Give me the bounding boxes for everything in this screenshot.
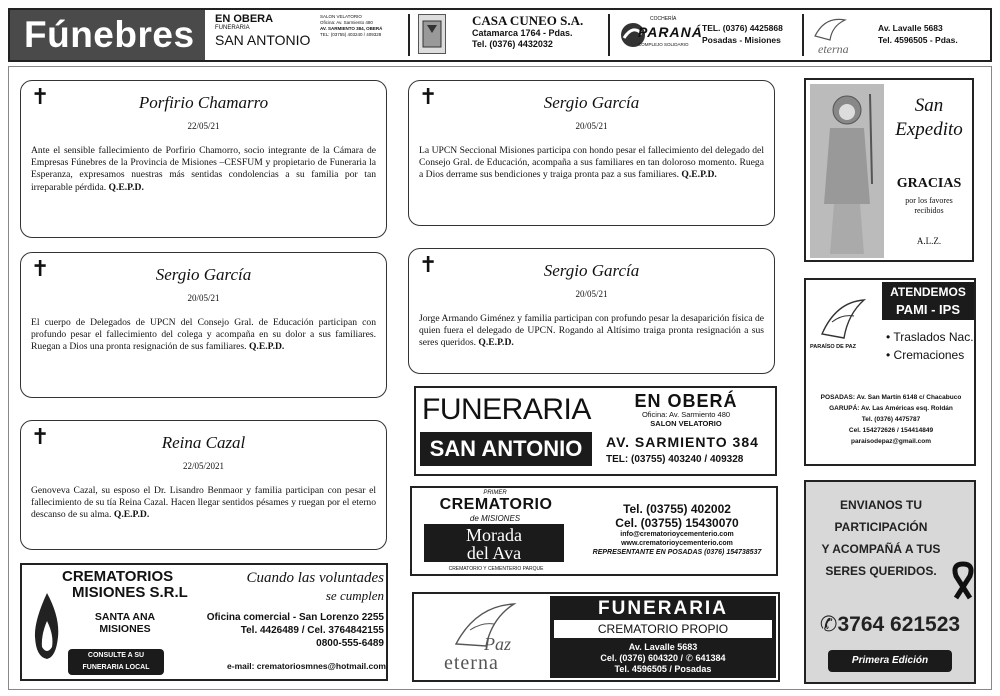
obituary-name: Reina Cazal (161, 433, 246, 452)
divider (802, 14, 804, 56)
obituary-date: 22/05/2021 (182, 461, 224, 471)
obituary-text (419, 145, 764, 182)
obituary-date: 20/05/21 (575, 121, 608, 131)
obituary-body: Ante el sensible fallecimiento de Porfirio Chamorro, socio integrante de la Cámara de Empresas Fúnebres de la Provincia de Misiones –CESFUM y propietario de Funeraria la Esperanza, expresamos nuestras más sentidas condolencias a su familia por tan irreparable pérdida. (31, 145, 376, 193)
section-header (8, 8, 992, 62)
obituary-closing: Q.E.P.D. (113, 509, 150, 521)
obituary-body: La UPCN Seccional Misiones participa con hondo pesar el fallecimiento del delegado del Consejo Gral. de Educación, acompaña a sus familiares en tan doloroso momento. Ruega a Dios derrame sus bendiciones y traiga pronta paz a sus familiares. (419, 145, 764, 181)
morada-name2: del Ava (466, 543, 522, 563)
parana-logo: PARANÁ (638, 24, 703, 40)
header-ad-parana-logo (618, 16, 703, 56)
paraiso-atendemos: ATENDEMOS (890, 285, 966, 299)
paraiso-cel: Cel. 154272626 / 154414849 (848, 427, 934, 434)
expedito-name: Expedito (895, 119, 963, 140)
expedito-recibidos: recibidos (914, 206, 944, 215)
sa-en-obera: EN OBERÁ (634, 391, 738, 411)
header-ad-san-antonio[interactable] (215, 14, 395, 58)
header-ad-small4: TEL: (03755) 403240 / 409328 (320, 32, 382, 37)
morada-email: info@crematorioycementerio.com (620, 531, 734, 538)
eterna-phone: Tel. 4596505 - Pdas. (878, 35, 958, 45)
ad-envianos-participacion[interactable] (804, 480, 976, 684)
obituary-date: 22/05/21 (187, 121, 220, 131)
divider (608, 14, 610, 56)
paraiso-garupa: GARUPÁ: Av. Las Américas esq. Roldán (829, 405, 953, 412)
paraiso-posadas: POSADAS: Av. San Martín 6148 c/ Chacabuco (820, 394, 962, 401)
cross-icon: ✝ (31, 257, 50, 282)
sa-funeraria: FUNERARIA (422, 393, 591, 426)
eterna-address: Av. Lavalle 5683 (878, 23, 943, 33)
ad-morada-del-ava[interactable] (410, 486, 778, 576)
paz-cel: Cel. (0376) 604320 / ✆ 641384 (600, 653, 726, 663)
crem-title2: MISIONES S.R.L (72, 584, 188, 601)
section-title: Fúnebres (10, 10, 205, 60)
crem-place1: SANTA ANA (94, 611, 156, 623)
paz-crematorio: CREMATORIO PROPIO (554, 620, 772, 638)
dove-icon (810, 14, 850, 44)
envianos-l3: Y ACOMPAÑÁ A TUS (821, 542, 941, 556)
paraiso-tel: Tel. (0376) 4475787 (861, 416, 921, 423)
paraiso-pami: PAMI - IPS (895, 302, 961, 317)
paz-funeraria: FUNERARIA (598, 598, 728, 619)
paz-logo1: Paz (484, 634, 511, 654)
obituary-card (408, 80, 775, 226)
morada-web: www.crematorioycementerio.com (621, 540, 733, 547)
mourning-ribbon-icon (950, 560, 976, 600)
obituary-text (419, 313, 764, 350)
morada-name1: Morada (466, 525, 522, 545)
paraiso-b2: • Cremaciones (886, 348, 965, 362)
obituary-closing: Q.E.P.D. (108, 181, 144, 193)
obituary-date: 20/05/21 (187, 293, 220, 303)
paraiso-b1: • Traslados Nac. (886, 330, 974, 344)
obituary-text (31, 485, 376, 522)
header-ad-line2: FUNERARIA (215, 25, 250, 31)
sa-salon: SALON VELATORIO (650, 419, 722, 428)
sa-tel: TEL: (03755) 403240 / 409328 (606, 454, 744, 465)
obituary-body: El cuerpo de Delegados de UPCN del Consejo Gral. de Educación participan con profundo pesar el fallecimiento del colega y acompaña en su dolor a sus familiares. Ruegan a Dios una pronta resignación de sus familiares. (31, 317, 376, 353)
morada-crematorio: CREMATORIO (439, 496, 553, 513)
crem-office: Oficina comercial - San Lorenzo 2255 (206, 612, 384, 623)
crem-free: 0800-555-6489 (316, 638, 384, 649)
cuneo-name: CASA CUNEO S.A. (472, 13, 584, 28)
obituary-closing: Q.E.P.D. (478, 337, 514, 349)
cross-icon: ✝ (419, 253, 438, 278)
saint-image (810, 84, 884, 258)
header-ad-small3: AV. SARMIENTO 384, OBERÁ (320, 26, 383, 31)
crem-slogan1: Cuando las voluntades (246, 570, 384, 586)
expedito-initials: A.L.Z. (916, 236, 942, 246)
sa-san-antonio: SAN ANTONIO (420, 432, 592, 466)
expedito-san: San (914, 95, 944, 116)
header-ad-line1: EN OBERA (215, 13, 274, 25)
header-ad-eterna[interactable] (878, 22, 990, 46)
morada-rep: REPRESENTANTE EN POSADAS (0376) 154738537 (592, 549, 762, 556)
header-ad-small1: SALON VELATORIO (320, 14, 362, 19)
obituary-date: 20/05/21 (575, 289, 608, 299)
ad-paz-eterna[interactable] (412, 592, 780, 682)
morada-tel: Tel. (03755) 402002 (623, 502, 731, 516)
cuneo-logo-icon (418, 14, 446, 54)
crem-email: e-mail: crematoriosmnes@hotmail.com (227, 661, 386, 671)
ad-funeraria-san-antonio[interactable] (414, 386, 777, 476)
obituary-name: Sergio García (543, 93, 640, 112)
cuneo-phone: Tel. (0376) 4432032 (472, 39, 553, 49)
header-ad-small2: Oficina: Av. Sarmiento 480 (320, 20, 373, 25)
obituary-body: Jorge Armando Giménez y familia participan con profundo pesar la desaparición física de quien fuera el delegado de UPCN. Rogando al Altísimo traiga pronta resignación a sus seres queridos. (419, 313, 764, 349)
header-ad-eterna-logo (810, 14, 872, 58)
envianos-l1: ENVIANOS TU (839, 498, 922, 512)
morada-footer: CREMATORIO Y CEMENTERIO PARQUE (448, 566, 544, 572)
cross-icon: ✝ (31, 85, 50, 110)
crem-place2: MISIONES (99, 623, 151, 635)
obituary-card (20, 420, 387, 550)
obituary-card (20, 80, 387, 238)
paraiso-logo: PARAÍSO DE PAZ (810, 344, 856, 350)
divider (408, 14, 410, 56)
crem-slogan2: se cumplen (325, 588, 384, 603)
paz-tel: Tel. 4596505 / Posadas (614, 664, 712, 674)
obituary-name: Sergio García (155, 265, 252, 284)
envianos-l2: PARTICIPACIÓN (834, 520, 928, 534)
ad-paraiso-de-paz[interactable] (804, 278, 976, 466)
envianos-phone: ✆3764 621523 (819, 613, 961, 636)
ad-crematorios-misiones[interactable] (20, 563, 388, 681)
cuneo-address: Catamarca 1764 - Pdas. (472, 28, 573, 38)
cross-icon: ✝ (31, 425, 50, 450)
crem-title1: CREMATORIOS (62, 568, 174, 585)
paz-address: Av. Lavalle 5683 (628, 642, 698, 652)
sa-oficina: Oficina: Av. Sarmiento 480 (641, 410, 731, 419)
obituary-closing: Q.E.P.D. (681, 169, 717, 181)
obituary-card (20, 252, 387, 398)
ad-san-expedito[interactable] (804, 78, 974, 262)
crem-consult1: CONSULTE A SU (87, 652, 145, 659)
crem-tel: Tel. 4426489 / Cel. 3764842155 (240, 625, 384, 636)
header-ad-line3: SAN ANTONIO (215, 32, 311, 48)
envianos-l4: SERES QUERIDOS. (825, 564, 937, 578)
obituary-name: Sergio García (543, 261, 640, 280)
eterna-logo: eterna (818, 42, 849, 56)
paz-logo2: eterna (444, 652, 499, 674)
obituary-card (408, 248, 775, 374)
obituary-text (31, 145, 376, 194)
obituary-closing: Q.E.P.D. (248, 341, 285, 353)
header-ad-parana[interactable] (702, 22, 802, 46)
parana-tel: TEL. (0376) 4425868 (702, 23, 783, 33)
parana-logo-top: COCHERÍA (650, 16, 677, 22)
sa-av: AV. SARMIENTO 384 (606, 434, 759, 450)
crem-consult2: FUNERARIA LOCAL (82, 664, 150, 671)
parana-logo-bottom: COMPLEJO SOLIDARIO (638, 42, 689, 47)
morada-de-misiones: de MISIONES (469, 514, 521, 523)
parana-city: Posadas - Misiones (702, 35, 781, 45)
cross-icon: ✝ (419, 85, 438, 110)
morada-primer: PRIMER (483, 490, 507, 496)
envianos-logo: Primera Edición (828, 650, 952, 672)
paraiso-email: paraisodepaz@gmail.com (850, 438, 932, 445)
header-ad-cuneo[interactable] (472, 14, 612, 50)
expedito-por: por los favores (905, 196, 953, 205)
flame-icon (30, 591, 64, 661)
expedito-gracias: GRACIAS (896, 176, 962, 191)
obituary-text (31, 317, 376, 354)
obituary-name: Porfirio Chamarro (138, 93, 269, 112)
obituary-body: Genoveva Cazal, su esposo el Dr. Lisandro Benmaor y familia participan con pesar el fallecimiento de su tía Reina Cazal. Hacen llegar sentidos pésames y ruegan por el eterno descanso de su alma. (31, 485, 376, 521)
morada-cel: Cel. (03755) 15430070 (615, 516, 739, 530)
